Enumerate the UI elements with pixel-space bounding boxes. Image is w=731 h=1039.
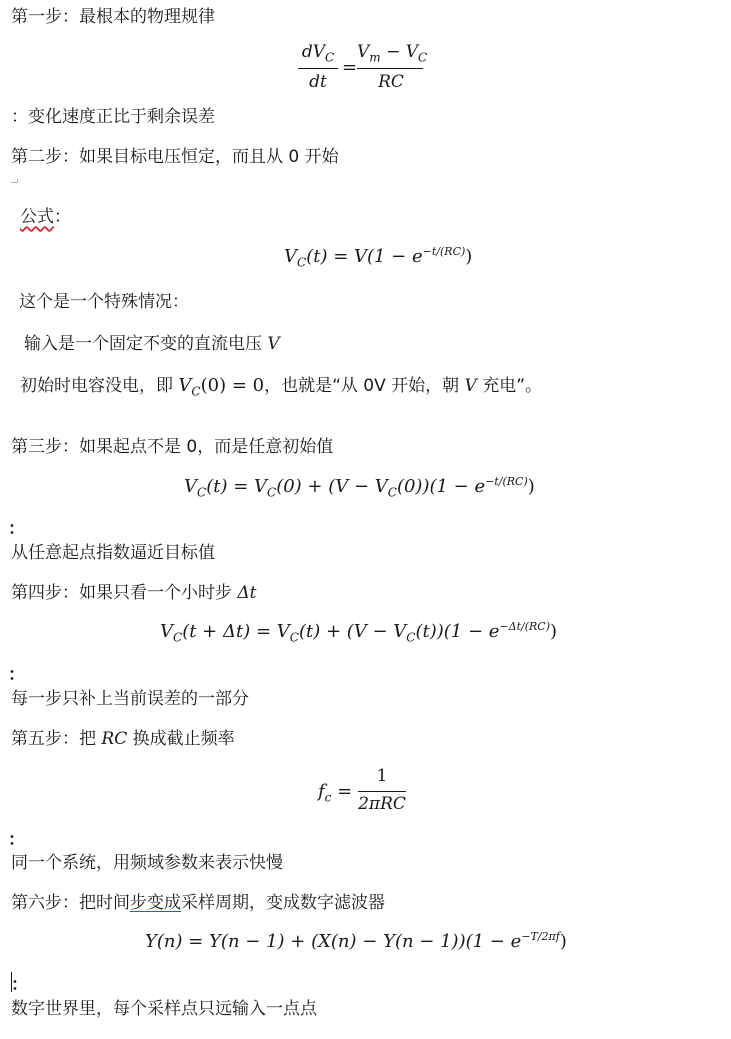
step1-heading: 第一步：最根本的物理规律	[11, 7, 215, 27]
step1-rhs-numerator: $V_m - V_C$	[357, 42, 428, 65]
step3-colon: ：	[8, 519, 25, 539]
paragraph-mark-stem	[17, 179, 18, 183]
step6-equation: $Y(n) = Y(n - 1) + (X(n) - Y(n - 1))(1 - e^{-T/2\pi f})$	[145, 930, 567, 952]
step4-colon: ：	[8, 665, 25, 685]
step5-heading: 第五步：把 RC 换成截止频率	[11, 729, 235, 749]
step2-special-note: 这个是一个特殊情况：	[19, 292, 189, 312]
step3-equation: $V_C(t) = V_C(0) + (V - V_C(0))(1 - e^{-t/(RC)})$	[184, 475, 535, 500]
step1-rhs-fraction	[357, 42, 428, 94]
fraction-bar	[357, 68, 423, 69]
step4-heading: 第四步：如果只看一个小时步 Δt	[11, 583, 257, 603]
step4-note: 每一步只补上当前误差的一部分	[11, 689, 249, 709]
step1-note: ：变化速度正比于剩余误差	[11, 107, 215, 127]
fraction-bar	[298, 68, 338, 69]
step6-heading: 第六步：把时间步变成采样周期，变成数字滤波器	[11, 893, 385, 913]
spellcheck-word[interactable]: 公式	[20, 207, 54, 227]
step1-lhs-denominator: dt	[309, 72, 327, 92]
step5-denominator: 2πRC	[358, 794, 406, 814]
step2-input-note: 输入是一个固定不变的直流电压 V	[24, 334, 280, 354]
step6-colon: ：	[11, 975, 28, 995]
step1-rhs-denominator: RC	[378, 72, 404, 92]
step1-lhs-numerator: $dV_C$	[301, 42, 335, 65]
step5-note: 同一个系统，用频域参数来表示快慢	[11, 853, 283, 873]
step6-note: 数字世界里，每个采样点只远输入一点点	[11, 999, 317, 1019]
fraction-bar	[358, 791, 406, 792]
formula-label: 公式：	[20, 207, 71, 227]
step1-lhs-fraction	[296, 42, 340, 94]
step5-lhs: $f_c$ =	[318, 781, 353, 805]
step2-equation: $V_C(t) = V(1 - e^{-t/(RC)})$	[284, 245, 473, 270]
step2-initial-note: 初始时电容没电，即 $V_C(0) = 0$，也就是“从 0V 开始，朝 V 充电”。	[20, 375, 543, 399]
step3-note: 从任意起点指数逼近目标值	[11, 543, 215, 563]
step2-heading: 第二步：如果目标电压恒定，而且从 0 开始	[11, 147, 339, 167]
step5-colon: ：	[8, 830, 25, 850]
step5-fraction	[356, 766, 408, 818]
step1-equals: =	[342, 57, 358, 78]
underlined-phrase[interactable]: 步变成	[130, 893, 181, 913]
step5-numerator: 1	[376, 766, 388, 786]
step4-equation: $V_C(t + \Delta t) = V_C(t) + (V - V_C(t))(1 - e^{-\Delta t/(RC)})$	[160, 620, 558, 645]
step3-heading: 第三步：如果起点不是 0，而是任意初始值	[11, 437, 334, 457]
